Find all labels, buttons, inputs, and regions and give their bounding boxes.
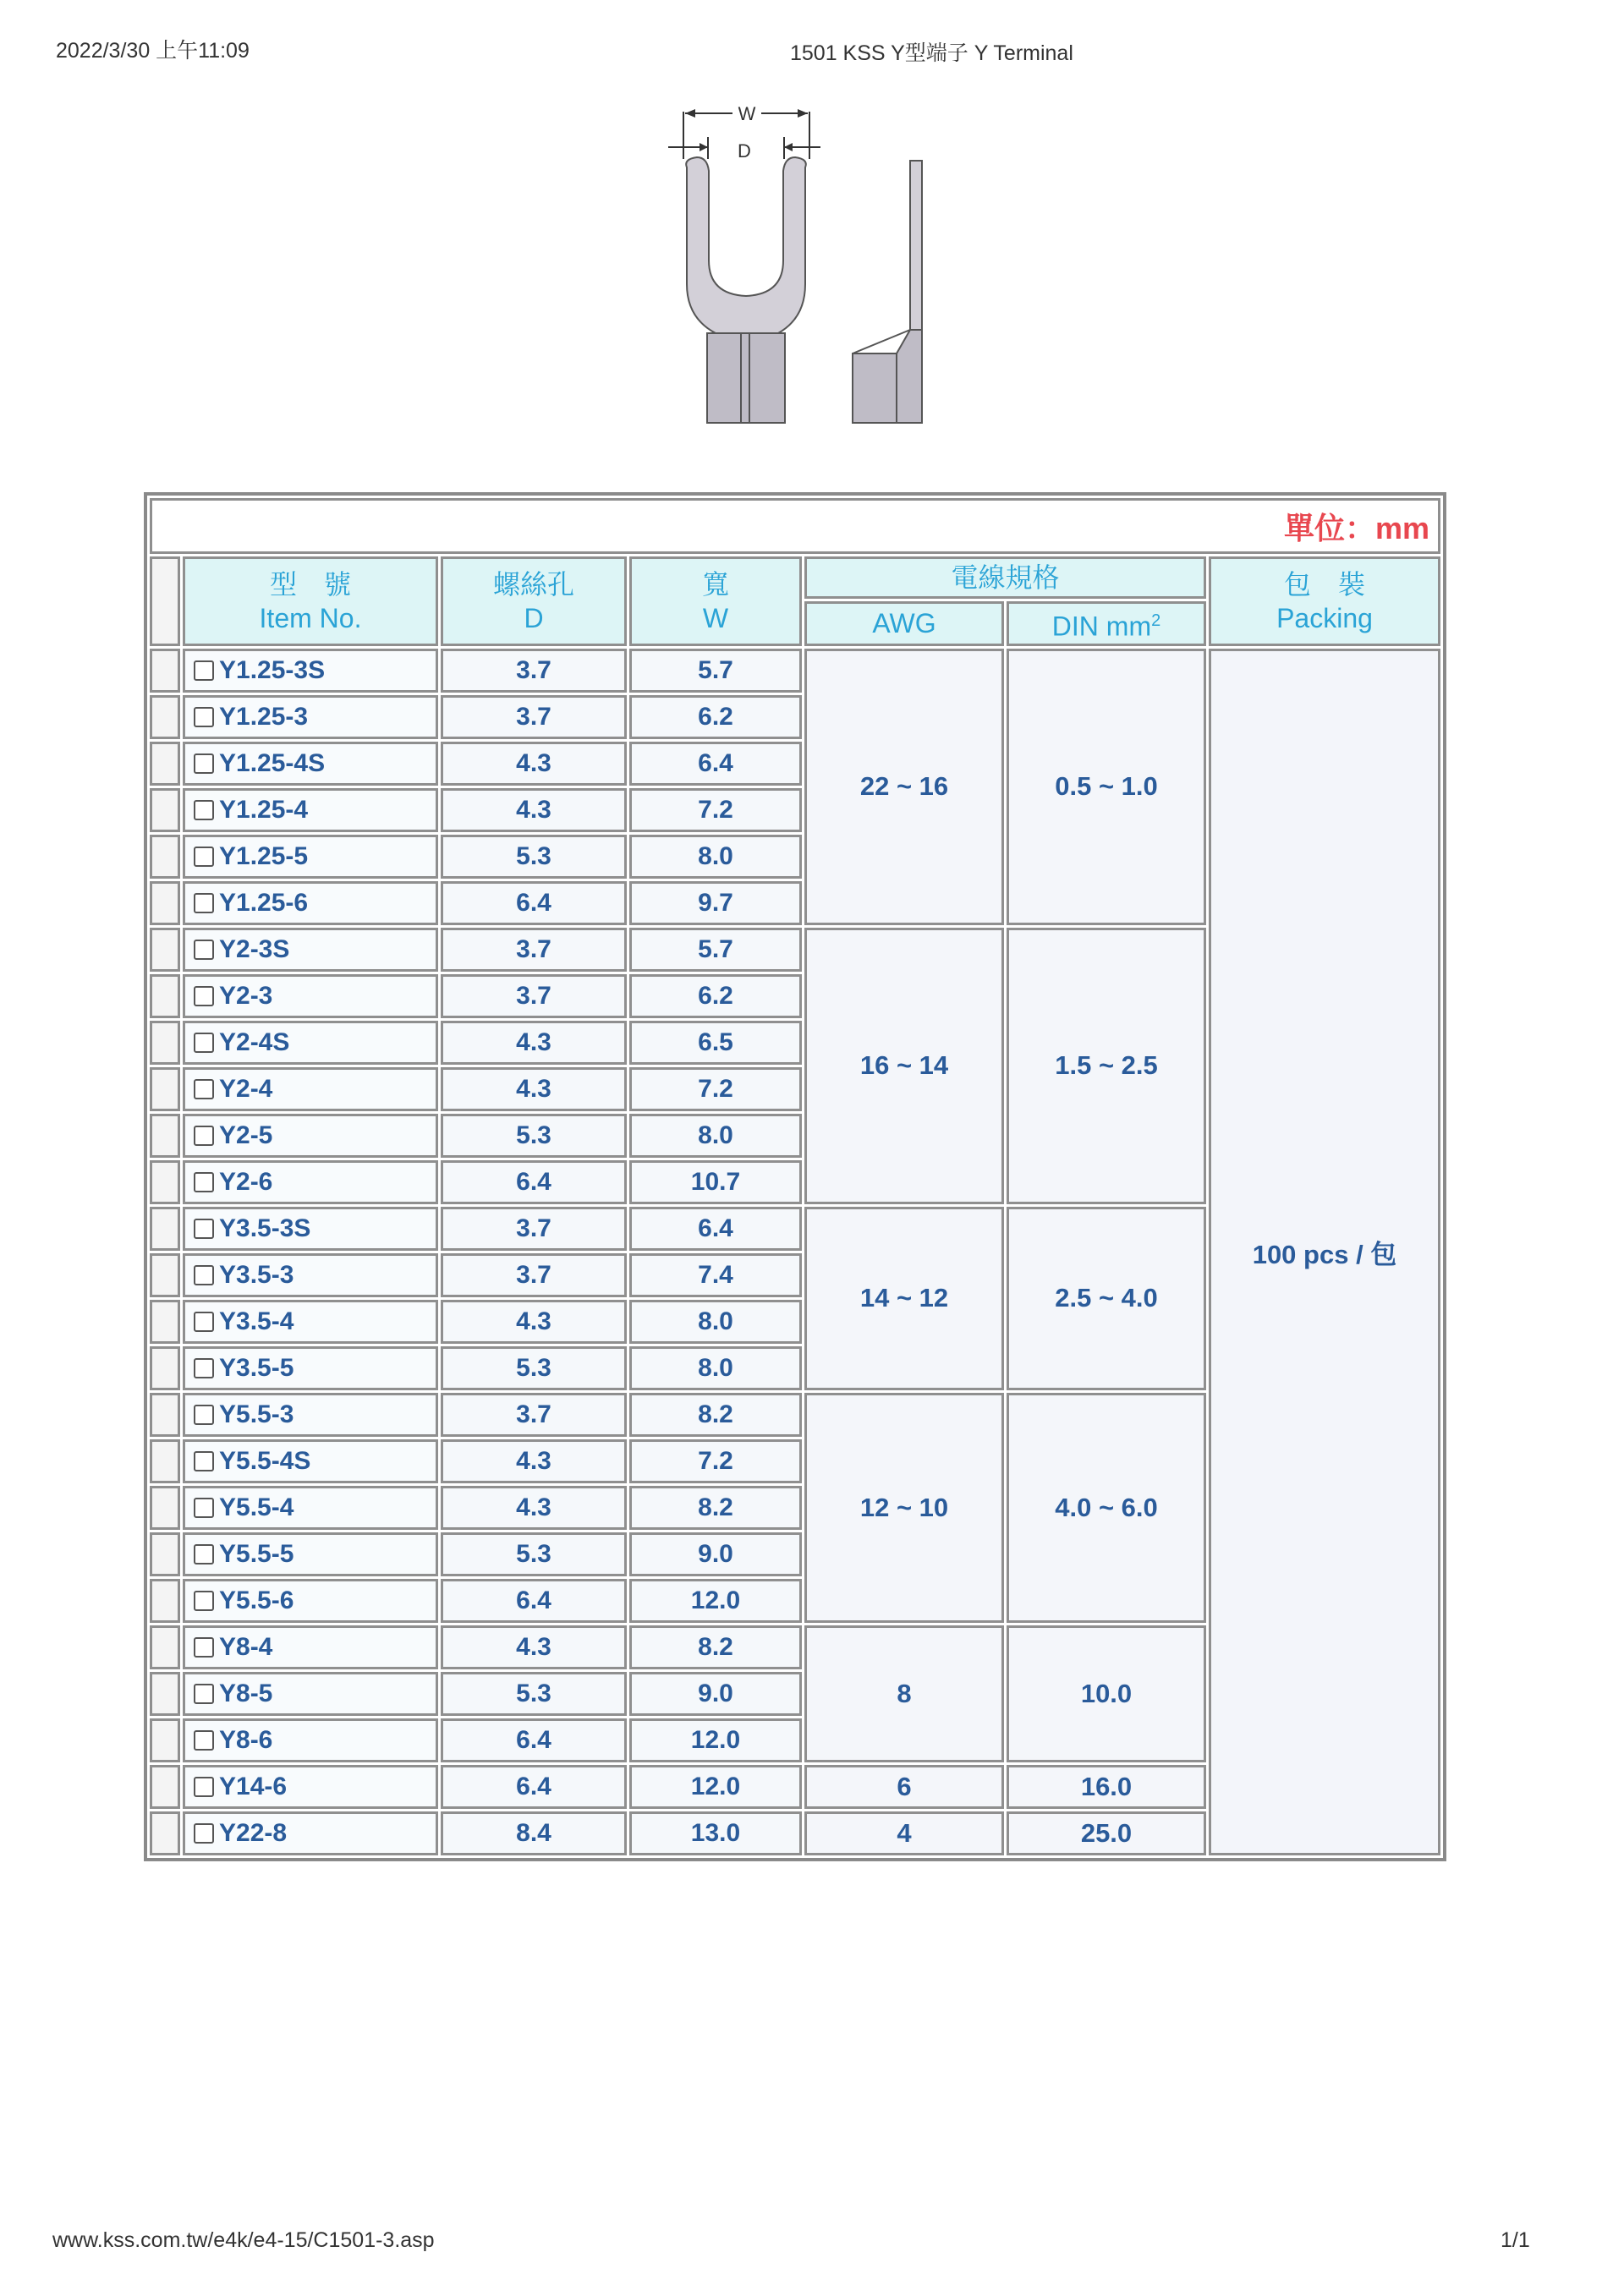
- hole-d-cell: 3.7: [441, 1253, 627, 1297]
- item-no-cell: [183, 1439, 438, 1483]
- width-w-cell: 8.2: [629, 1625, 802, 1669]
- awg-cell: 22 ~ 16: [804, 649, 1004, 925]
- hole-d-cell: 6.4: [441, 881, 627, 925]
- width-w-cell: 5.7: [629, 928, 802, 972]
- item-no-cell: [183, 1393, 438, 1437]
- row-gutter: [150, 1021, 180, 1065]
- item-no: Y5.5-3: [219, 1400, 294, 1428]
- row-checkbox[interactable]: [194, 1265, 214, 1285]
- hole-d-cell: 4.3: [441, 1067, 627, 1111]
- hole-d-cell: 6.4: [441, 1765, 627, 1809]
- width-w-cell: 9.0: [629, 1532, 802, 1576]
- awg-cell: 16 ~ 14: [804, 928, 1004, 1204]
- row-gutter: [150, 1300, 180, 1344]
- row-gutter: [150, 835, 180, 879]
- item-no: Y22-8: [219, 1818, 288, 1847]
- row-gutter: [150, 1207, 180, 1251]
- header-item-no: [183, 556, 438, 646]
- width-w-cell: 8.0: [629, 1300, 802, 1344]
- item-no-cell: [183, 1765, 438, 1809]
- din-cell: 10.0: [1007, 1625, 1206, 1762]
- row-gutter: [150, 649, 180, 693]
- item-no-cell: [183, 1300, 438, 1344]
- hole-d-cell: 5.3: [441, 1346, 627, 1390]
- width-w-cell: 6.2: [629, 974, 802, 1018]
- header-w-zh: 寬: [701, 568, 729, 600]
- width-w-cell: 6.2: [629, 695, 802, 739]
- hole-d-cell: 6.4: [441, 1579, 627, 1623]
- item-no-cell: [183, 1114, 438, 1158]
- hole-d-cell: 4.3: [441, 1021, 627, 1065]
- header-d: [441, 556, 627, 646]
- row-gutter: [150, 881, 180, 925]
- row-checkbox[interactable]: [194, 1777, 214, 1797]
- awg-cell: 14 ~ 12: [804, 1207, 1004, 1390]
- row-gutter: [150, 1067, 180, 1111]
- header-gutter: [150, 556, 180, 646]
- row-checkbox[interactable]: [194, 707, 214, 727]
- row-gutter: [150, 1672, 180, 1716]
- item-no-cell: [183, 1625, 438, 1669]
- page-title: 1501 KSS Y型端子 Y Terminal: [790, 41, 1073, 65]
- din-cell: 25.0: [1007, 1811, 1206, 1855]
- row-checkbox[interactable]: [194, 800, 214, 820]
- row-gutter: [150, 695, 180, 739]
- width-w-cell: 8.0: [629, 1114, 802, 1158]
- item-no: Y8-4: [219, 1632, 273, 1661]
- row-checkbox[interactable]: [194, 1730, 214, 1751]
- hole-d-cell: 5.3: [441, 1114, 627, 1158]
- row-checkbox[interactable]: [194, 660, 214, 681]
- hole-d-cell: 5.3: [441, 1532, 627, 1576]
- item-no: Y8-6: [219, 1725, 273, 1754]
- header-d-zh: 螺絲孔: [492, 568, 574, 600]
- item-no: Y2-3S: [219, 934, 290, 963]
- row-checkbox[interactable]: [194, 1684, 214, 1704]
- item-no-cell: [183, 1067, 438, 1111]
- item-no: Y1.25-3S: [219, 655, 326, 684]
- width-w-cell: 10.7: [629, 1160, 802, 1204]
- width-w-cell: 12.0: [629, 1579, 802, 1623]
- row-checkbox[interactable]: [194, 753, 214, 774]
- hole-d-cell: 4.3: [441, 1300, 627, 1344]
- header-awg: AWG: [804, 601, 1004, 646]
- hole-d-cell: 4.3: [441, 788, 627, 832]
- hole-d-cell: 6.4: [441, 1160, 627, 1204]
- y-terminal-diagram: [668, 100, 981, 448]
- header-din-sup: 2: [1151, 611, 1161, 630]
- row-gutter: [150, 1532, 180, 1576]
- row-gutter: [150, 1765, 180, 1809]
- item-no-cell: [183, 742, 438, 786]
- item-no-cell: [183, 974, 438, 1018]
- unit-label: 單位：mm: [150, 498, 1440, 554]
- row-gutter: [150, 1486, 180, 1530]
- print-datetime: 2022/3/30 上午11:09: [56, 39, 250, 63]
- width-w-cell: 8.0: [629, 1346, 802, 1390]
- row-checkbox[interactable]: [194, 1405, 214, 1425]
- header-item-en: Item No.: [259, 602, 362, 633]
- width-w-cell: 9.0: [629, 1672, 802, 1716]
- row-checkbox[interactable]: [194, 940, 214, 960]
- row-gutter: [150, 788, 180, 832]
- row-gutter: [150, 1718, 180, 1762]
- item-no-cell: [183, 1346, 438, 1390]
- hole-d-cell: 3.7: [441, 1207, 627, 1251]
- hole-d-cell: 3.7: [441, 974, 627, 1018]
- row-checkbox[interactable]: [194, 1544, 214, 1564]
- hole-d-cell: 4.3: [441, 1439, 627, 1483]
- hole-d-cell: 8.4: [441, 1811, 627, 1855]
- row-checkbox[interactable]: [194, 1312, 214, 1332]
- row-gutter: [150, 1346, 180, 1390]
- item-no: Y5.5-4: [219, 1493, 294, 1521]
- item-no: Y2-5: [219, 1121, 273, 1149]
- item-no-cell: [183, 1532, 438, 1576]
- width-w-cell: 6.5: [629, 1021, 802, 1065]
- item-no-cell: [183, 928, 438, 972]
- din-cell: 2.5 ~ 4.0: [1007, 1207, 1206, 1390]
- row-checkbox[interactable]: [194, 1033, 214, 1053]
- width-w-cell: 7.2: [629, 788, 802, 832]
- hole-d-cell: 4.3: [441, 742, 627, 786]
- packing-cell: 100 pcs / 包: [1209, 649, 1440, 1855]
- hole-d-cell: 3.7: [441, 649, 627, 693]
- item-no-cell: [183, 1718, 438, 1762]
- row-gutter: [150, 928, 180, 972]
- row-checkbox[interactable]: [194, 893, 214, 913]
- row-checkbox[interactable]: [194, 1591, 214, 1611]
- row-gutter: [150, 742, 180, 786]
- row-checkbox[interactable]: [194, 1126, 214, 1146]
- din-cell: 0.5 ~ 1.0: [1007, 649, 1206, 925]
- width-w-cell: 8.2: [629, 1486, 802, 1530]
- hole-d-cell: 4.3: [441, 1625, 627, 1669]
- item-no: Y3.5-5: [219, 1353, 294, 1382]
- width-w-cell: 6.4: [629, 742, 802, 786]
- width-w-cell: 7.2: [629, 1439, 802, 1483]
- row-gutter: [150, 1439, 180, 1483]
- width-w-cell: 9.7: [629, 881, 802, 925]
- header-item-zh: 型 號: [269, 568, 351, 600]
- width-w-cell: 12.0: [629, 1765, 802, 1809]
- width-w-cell: 7.4: [629, 1253, 802, 1297]
- item-no: Y14-6: [219, 1772, 288, 1800]
- hole-d-cell: 6.4: [441, 1718, 627, 1762]
- item-no: Y2-4S: [219, 1027, 290, 1056]
- row-checkbox[interactable]: [194, 1172, 214, 1192]
- item-no-cell: [183, 1486, 438, 1530]
- item-no: Y2-4: [219, 1074, 273, 1103]
- dimension-w-label: W: [738, 103, 756, 124]
- awg-cell: 12 ~ 10: [804, 1393, 1004, 1623]
- item-no: Y3.5-3: [219, 1260, 294, 1289]
- row-gutter: [150, 974, 180, 1018]
- footer-page: 1/1: [1501, 2228, 1530, 2252]
- din-cell: 16.0: [1007, 1765, 1206, 1809]
- hole-d-cell: 5.3: [441, 1672, 627, 1716]
- footer-url: www.kss.com.tw/e4k/e4-15/C1501-3.asp: [52, 2228, 435, 2252]
- item-no: Y2-6: [219, 1167, 273, 1196]
- hole-d-cell: 3.7: [441, 928, 627, 972]
- item-no-cell: [183, 1811, 438, 1855]
- item-no: Y1.25-6: [219, 888, 309, 917]
- item-no: Y1.25-3: [219, 702, 309, 731]
- row-gutter: [150, 1625, 180, 1669]
- item-no: Y2-3: [219, 981, 273, 1010]
- row-checkbox[interactable]: [194, 1637, 214, 1658]
- item-no: Y1.25-5: [219, 841, 309, 870]
- awg-cell: 6: [804, 1765, 1004, 1809]
- row-checkbox[interactable]: [194, 1219, 214, 1239]
- hole-d-cell: 5.3: [441, 835, 627, 879]
- item-no-cell: [183, 649, 438, 693]
- item-no: Y3.5-3S: [219, 1214, 311, 1242]
- header-pack-zh: 包 裝: [1283, 568, 1365, 600]
- item-no: Y1.25-4: [219, 795, 309, 824]
- width-w-cell: 8.0: [629, 835, 802, 879]
- width-w-cell: 8.2: [629, 1393, 802, 1437]
- header-w-en: W: [702, 602, 729, 633]
- header-wire-spec: 電線規格: [804, 556, 1206, 599]
- row-checkbox[interactable]: [194, 1079, 214, 1099]
- item-no-cell: [183, 1579, 438, 1623]
- header-din: [1007, 601, 1206, 646]
- item-no-cell: [183, 1253, 438, 1297]
- item-no: Y5.5-5: [219, 1539, 294, 1568]
- row-gutter: [150, 1811, 180, 1855]
- row-gutter: [150, 1160, 180, 1204]
- row-checkbox[interactable]: [194, 1358, 214, 1378]
- item-no-cell: [183, 881, 438, 925]
- header-packing: [1209, 556, 1440, 646]
- hole-d-cell: 3.7: [441, 695, 627, 739]
- item-no: Y3.5-4: [219, 1307, 294, 1335]
- row-gutter: [150, 1579, 180, 1623]
- width-w-cell: 13.0: [629, 1811, 802, 1855]
- width-w-cell: 12.0: [629, 1718, 802, 1762]
- header-din-text: DIN mm: [1051, 611, 1152, 642]
- row-checkbox[interactable]: [194, 1823, 214, 1844]
- item-no: Y8-5: [219, 1679, 273, 1707]
- item-no-cell: [183, 1207, 438, 1251]
- din-cell: 1.5 ~ 2.5: [1007, 928, 1206, 1204]
- din-cell: 4.0 ~ 6.0: [1007, 1393, 1206, 1623]
- row-gutter: [150, 1253, 180, 1297]
- row-checkbox[interactable]: [194, 1498, 214, 1518]
- hole-d-cell: 4.3: [441, 1486, 627, 1530]
- row-gutter: [150, 1393, 180, 1437]
- item-no-cell: [183, 788, 438, 832]
- item-no: Y5.5-6: [219, 1586, 294, 1614]
- header-w: [629, 556, 802, 646]
- item-no: Y1.25-4S: [219, 748, 326, 777]
- row-gutter: [150, 1114, 180, 1158]
- awg-cell: 4: [804, 1811, 1004, 1855]
- item-no: Y5.5-4S: [219, 1446, 311, 1475]
- item-no-cell: [183, 1672, 438, 1716]
- width-w-cell: 7.2: [629, 1067, 802, 1111]
- spec-table: [144, 492, 1446, 1861]
- hole-d-cell: 3.7: [441, 1393, 627, 1437]
- row-checkbox[interactable]: [194, 847, 214, 867]
- item-no-cell: [183, 695, 438, 739]
- row-checkbox[interactable]: [194, 1451, 214, 1471]
- width-w-cell: 5.7: [629, 649, 802, 693]
- row-checkbox[interactable]: [194, 986, 214, 1006]
- dimension-d-label: D: [738, 140, 751, 162]
- item-no-cell: [183, 1160, 438, 1204]
- awg-cell: 8: [804, 1625, 1004, 1762]
- item-no-cell: [183, 835, 438, 879]
- table-row: [150, 649, 1440, 693]
- item-no-cell: [183, 1021, 438, 1065]
- header-d-en: D: [524, 602, 544, 633]
- width-w-cell: 6.4: [629, 1207, 802, 1251]
- header-pack-en: Packing: [1276, 602, 1373, 633]
